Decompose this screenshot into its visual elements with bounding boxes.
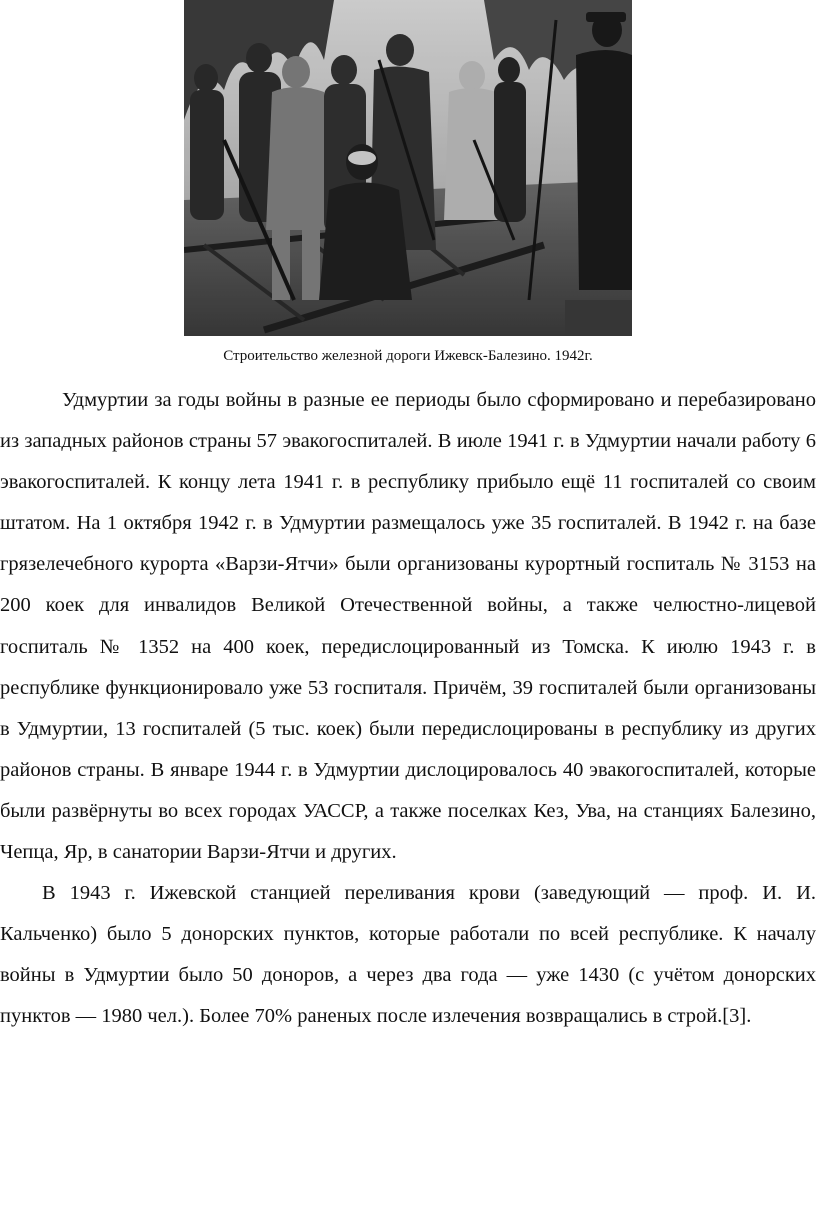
railway-workers-photo: [184, 0, 632, 336]
historical-photo: [184, 0, 632, 336]
article-body: [0, 380, 816, 1038]
photo-caption: Строительство железной дороги Ижевск-Балезино. 1942г.: [223, 348, 593, 364]
paragraph-hospitals: Удмуртии за годы войны в разные ее периоды было сформировано и перебазировано из западных районов страны 57 эвакогоспиталей. В июле 1941 г. в Удмуртии начали работу 6 эвакогоспиталей. К концу лета 1941 г. в республику прибыло ещё 11 госпиталей со своим штатом. На 1 октября 1942 г. в Удмуртии размещалось уже 35 госпиталей. В 1942 г. на базе грязелечебного курорта «Варзи-Ятчи» были организованы курортный госпиталь № 3153 на 200 коек для инвалидов Великой Отечественной войны, а также челюстно-лицевой госпиталь № 1352 на 400 коек, передислоцированный из Томска. К июлю 1943 г. в республике функционировало уже 53 госпиталя. Причём, 39 госпиталей были организованы в Удмуртии, 13 госпиталей (5 тыс. коек) были передислоцированы в республику из других районов страны. В январе 1944 г. в Удмуртии дислоцировалось 40 эвакогоспиталей, которые были развёрнуты во всех городах УАССР, а также поселках Кез, Ува, на станциях Балезино, Чепца, Яр, в санатории Варзи-Ятчи и других.: [0, 389, 816, 864]
paragraph-blood-transfusion: В 1943 г. Ижевской станцией переливания крови (заведующий — проф. И. И. Кальченко) было 5 донорских пунктов, которые работали по всей республике. К началу войны в Удмуртии было 50 доноров, а через два года — уже 1430 (с учётом донорских пунктов — 1980 чел.). Более 70% раненых после излечения возвращались в строй.[3].: [0, 882, 816, 1028]
